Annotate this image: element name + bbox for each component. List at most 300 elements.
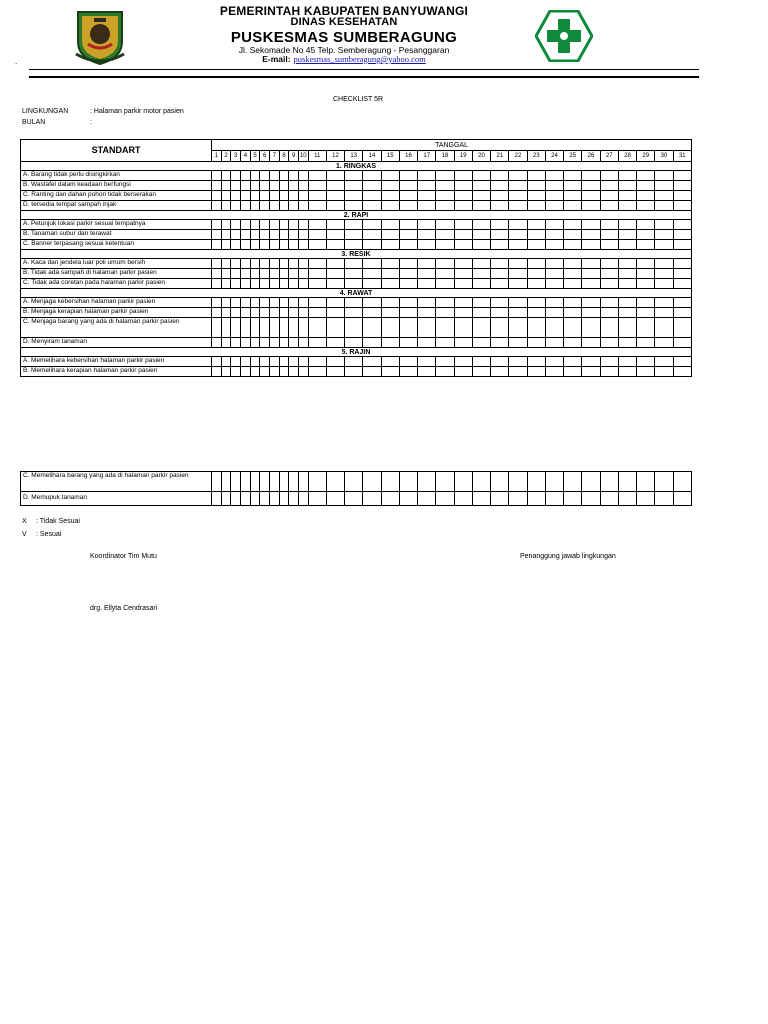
check-cell[interactable] (270, 181, 280, 191)
check-cell[interactable] (655, 318, 673, 338)
check-cell[interactable] (582, 357, 600, 367)
check-cell[interactable] (399, 181, 417, 191)
check-cell[interactable] (270, 298, 280, 308)
check-cell[interactable] (564, 318, 582, 338)
check-cell[interactable] (436, 220, 454, 230)
check-cell[interactable] (418, 191, 436, 201)
check-cell[interactable] (582, 230, 600, 240)
check-cell[interactable] (260, 472, 270, 492)
check-cell[interactable] (270, 492, 280, 506)
check-cell[interactable] (491, 357, 509, 367)
check-cell[interactable] (436, 472, 454, 492)
check-cell[interactable] (673, 357, 691, 367)
check-cell[interactable] (298, 171, 308, 181)
check-cell[interactable] (618, 338, 636, 348)
check-cell[interactable] (270, 269, 280, 279)
check-cell[interactable] (221, 357, 231, 367)
check-cell[interactable] (564, 181, 582, 191)
check-cell[interactable] (270, 240, 280, 250)
check-cell[interactable] (545, 171, 563, 181)
check-cell[interactable] (279, 269, 289, 279)
check-cell[interactable] (289, 298, 299, 308)
check-cell[interactable] (618, 220, 636, 230)
check-cell[interactable] (270, 308, 280, 318)
check-cell[interactable] (326, 220, 344, 230)
check-cell[interactable] (618, 318, 636, 338)
check-cell[interactable] (363, 367, 381, 377)
check-cell[interactable] (279, 318, 289, 338)
check-cell[interactable] (279, 240, 289, 250)
check-cell[interactable] (212, 220, 222, 230)
check-cell[interactable] (509, 298, 527, 308)
check-cell[interactable] (298, 259, 308, 269)
check-cell[interactable] (545, 338, 563, 348)
check-cell[interactable] (270, 318, 280, 338)
check-cell[interactable] (345, 367, 363, 377)
check-cell[interactable] (637, 357, 655, 367)
check-cell[interactable] (250, 201, 260, 211)
check-cell[interactable] (655, 191, 673, 201)
check-cell[interactable] (618, 259, 636, 269)
check-cell[interactable] (527, 240, 545, 250)
check-cell[interactable] (637, 259, 655, 269)
check-cell[interactable] (472, 357, 490, 367)
check-cell[interactable] (600, 357, 618, 367)
check-cell[interactable] (600, 269, 618, 279)
check-cell[interactable] (399, 279, 417, 289)
check-cell[interactable] (564, 367, 582, 377)
check-cell[interactable] (527, 298, 545, 308)
check-cell[interactable] (600, 240, 618, 250)
check-cell[interactable] (381, 230, 399, 240)
check-cell[interactable] (418, 492, 436, 506)
check-cell[interactable] (618, 181, 636, 191)
check-cell[interactable] (381, 298, 399, 308)
check-cell[interactable] (673, 472, 691, 492)
check-cell[interactable] (289, 279, 299, 289)
check-cell[interactable] (472, 181, 490, 191)
check-cell[interactable] (509, 492, 527, 506)
check-cell[interactable] (454, 259, 472, 269)
check-cell[interactable] (491, 220, 509, 230)
check-cell[interactable] (231, 492, 241, 506)
check-cell[interactable] (221, 181, 231, 191)
email-link[interactable]: puskesmas_sumberagung@yahoo.com (293, 54, 426, 64)
check-cell[interactable] (326, 318, 344, 338)
check-cell[interactable] (582, 171, 600, 181)
check-cell[interactable] (250, 367, 260, 377)
check-cell[interactable] (270, 191, 280, 201)
check-cell[interactable] (418, 269, 436, 279)
check-cell[interactable] (212, 472, 222, 492)
check-cell[interactable] (527, 367, 545, 377)
check-cell[interactable] (582, 220, 600, 230)
check-cell[interactable] (454, 318, 472, 338)
check-cell[interactable] (345, 357, 363, 367)
check-cell[interactable] (298, 338, 308, 348)
check-cell[interactable] (250, 318, 260, 338)
check-cell[interactable] (509, 259, 527, 269)
check-cell[interactable] (582, 201, 600, 211)
check-cell[interactable] (545, 259, 563, 269)
check-cell[interactable] (231, 220, 241, 230)
check-cell[interactable] (345, 191, 363, 201)
check-cell[interactable] (241, 308, 251, 318)
check-cell[interactable] (418, 298, 436, 308)
check-cell[interactable] (673, 191, 691, 201)
check-cell[interactable] (250, 240, 260, 250)
check-cell[interactable] (545, 367, 563, 377)
check-cell[interactable] (279, 298, 289, 308)
check-cell[interactable] (241, 338, 251, 348)
check-cell[interactable] (363, 191, 381, 201)
check-cell[interactable] (308, 492, 326, 506)
check-cell[interactable] (545, 181, 563, 191)
check-cell[interactable] (655, 492, 673, 506)
check-cell[interactable] (582, 318, 600, 338)
check-cell[interactable] (345, 269, 363, 279)
check-cell[interactable] (582, 298, 600, 308)
check-cell[interactable] (241, 259, 251, 269)
check-cell[interactable] (637, 472, 655, 492)
check-cell[interactable] (289, 318, 299, 338)
check-cell[interactable] (231, 338, 241, 348)
check-cell[interactable] (582, 308, 600, 318)
check-cell[interactable] (381, 279, 399, 289)
check-cell[interactable] (289, 201, 299, 211)
check-cell[interactable] (241, 191, 251, 201)
check-cell[interactable] (381, 367, 399, 377)
check-cell[interactable] (250, 338, 260, 348)
check-cell[interactable] (399, 220, 417, 230)
check-cell[interactable] (418, 240, 436, 250)
check-cell[interactable] (308, 181, 326, 191)
check-cell[interactable] (289, 492, 299, 506)
check-cell[interactable] (472, 279, 490, 289)
check-cell[interactable] (326, 269, 344, 279)
check-cell[interactable] (212, 308, 222, 318)
check-cell[interactable] (298, 367, 308, 377)
check-cell[interactable] (454, 492, 472, 506)
check-cell[interactable] (221, 191, 231, 201)
check-cell[interactable] (600, 338, 618, 348)
check-cell[interactable] (491, 492, 509, 506)
check-cell[interactable] (472, 472, 490, 492)
check-cell[interactable] (363, 269, 381, 279)
check-cell[interactable] (399, 259, 417, 269)
check-cell[interactable] (289, 171, 299, 181)
check-cell[interactable] (491, 298, 509, 308)
check-cell[interactable] (527, 220, 545, 230)
check-cell[interactable] (418, 201, 436, 211)
check-cell[interactable] (241, 171, 251, 181)
check-cell[interactable] (260, 492, 270, 506)
check-cell[interactable] (472, 367, 490, 377)
check-cell[interactable] (231, 367, 241, 377)
check-cell[interactable] (363, 279, 381, 289)
check-cell[interactable] (454, 269, 472, 279)
check-cell[interactable] (655, 259, 673, 269)
check-cell[interactable] (241, 367, 251, 377)
check-cell[interactable] (418, 259, 436, 269)
check-cell[interactable] (618, 367, 636, 377)
check-cell[interactable] (326, 298, 344, 308)
check-cell[interactable] (454, 171, 472, 181)
check-cell[interactable] (436, 298, 454, 308)
check-cell[interactable] (308, 298, 326, 308)
check-cell[interactable] (673, 492, 691, 506)
check-cell[interactable] (241, 181, 251, 191)
check-cell[interactable] (418, 318, 436, 338)
check-cell[interactable] (509, 201, 527, 211)
check-cell[interactable] (308, 201, 326, 211)
check-cell[interactable] (545, 298, 563, 308)
check-cell[interactable] (241, 357, 251, 367)
check-cell[interactable] (618, 298, 636, 308)
check-cell[interactable] (298, 357, 308, 367)
check-cell[interactable] (289, 308, 299, 318)
check-cell[interactable] (509, 269, 527, 279)
check-cell[interactable] (231, 298, 241, 308)
check-cell[interactable] (454, 181, 472, 191)
check-cell[interactable] (381, 338, 399, 348)
check-cell[interactable] (250, 298, 260, 308)
check-cell[interactable] (637, 279, 655, 289)
check-cell[interactable] (618, 191, 636, 201)
check-cell[interactable] (673, 220, 691, 230)
check-cell[interactable] (363, 492, 381, 506)
check-cell[interactable] (637, 201, 655, 211)
check-cell[interactable] (491, 191, 509, 201)
check-cell[interactable] (472, 318, 490, 338)
check-cell[interactable] (655, 308, 673, 318)
check-cell[interactable] (436, 240, 454, 250)
check-cell[interactable] (231, 472, 241, 492)
check-cell[interactable] (289, 181, 299, 191)
check-cell[interactable] (221, 201, 231, 211)
check-cell[interactable] (618, 201, 636, 211)
check-cell[interactable] (326, 308, 344, 318)
check-cell[interactable] (618, 279, 636, 289)
check-cell[interactable] (564, 201, 582, 211)
check-cell[interactable] (221, 269, 231, 279)
check-cell[interactable] (527, 492, 545, 506)
check-cell[interactable] (582, 240, 600, 250)
check-cell[interactable] (637, 191, 655, 201)
check-cell[interactable] (345, 240, 363, 250)
check-cell[interactable] (491, 269, 509, 279)
check-cell[interactable] (509, 279, 527, 289)
check-cell[interactable] (381, 492, 399, 506)
check-cell[interactable] (436, 201, 454, 211)
check-cell[interactable] (231, 230, 241, 240)
check-cell[interactable] (363, 220, 381, 230)
check-cell[interactable] (472, 201, 490, 211)
check-cell[interactable] (436, 259, 454, 269)
check-cell[interactable] (637, 492, 655, 506)
check-cell[interactable] (241, 240, 251, 250)
check-cell[interactable] (673, 338, 691, 348)
check-cell[interactable] (491, 338, 509, 348)
check-cell[interactable] (436, 357, 454, 367)
check-cell[interactable] (454, 201, 472, 211)
check-cell[interactable] (289, 367, 299, 377)
check-cell[interactable] (582, 259, 600, 269)
check-cell[interactable] (472, 269, 490, 279)
check-cell[interactable] (212, 279, 222, 289)
check-cell[interactable] (491, 181, 509, 191)
check-cell[interactable] (418, 220, 436, 230)
check-cell[interactable] (564, 357, 582, 367)
check-cell[interactable] (564, 171, 582, 181)
check-cell[interactable] (564, 269, 582, 279)
check-cell[interactable] (527, 269, 545, 279)
check-cell[interactable] (399, 492, 417, 506)
check-cell[interactable] (299, 472, 309, 492)
check-cell[interactable] (345, 308, 363, 318)
check-cell[interactable] (279, 279, 289, 289)
check-cell[interactable] (279, 338, 289, 348)
check-cell[interactable] (221, 171, 231, 181)
check-cell[interactable] (527, 357, 545, 367)
check-cell[interactable] (673, 269, 691, 279)
check-cell[interactable] (250, 357, 260, 367)
check-cell[interactable] (454, 279, 472, 289)
check-cell[interactable] (298, 279, 308, 289)
check-cell[interactable] (241, 201, 251, 211)
check-cell[interactable] (399, 201, 417, 211)
check-cell[interactable] (564, 308, 582, 318)
check-cell[interactable] (250, 308, 260, 318)
check-cell[interactable] (231, 181, 241, 191)
check-cell[interactable] (454, 191, 472, 201)
check-cell[interactable] (399, 269, 417, 279)
check-cell[interactable] (231, 201, 241, 211)
check-cell[interactable] (545, 357, 563, 367)
check-cell[interactable] (363, 318, 381, 338)
check-cell[interactable] (381, 357, 399, 367)
check-cell[interactable] (673, 171, 691, 181)
check-cell[interactable] (326, 201, 344, 211)
check-cell[interactable] (582, 492, 600, 506)
check-cell[interactable] (345, 279, 363, 289)
check-cell[interactable] (270, 230, 280, 240)
check-cell[interactable] (637, 318, 655, 338)
check-cell[interactable] (564, 472, 582, 492)
check-cell[interactable] (241, 492, 251, 506)
check-cell[interactable] (381, 472, 399, 492)
check-cell[interactable] (399, 367, 417, 377)
check-cell[interactable] (527, 279, 545, 289)
check-cell[interactable] (637, 367, 655, 377)
check-cell[interactable] (279, 220, 289, 230)
check-cell[interactable] (655, 357, 673, 367)
check-cell[interactable] (527, 259, 545, 269)
check-cell[interactable] (436, 367, 454, 377)
check-cell[interactable] (279, 472, 289, 492)
check-cell[interactable] (221, 472, 231, 492)
check-cell[interactable] (418, 357, 436, 367)
check-cell[interactable] (491, 472, 509, 492)
check-cell[interactable] (673, 230, 691, 240)
check-cell[interactable] (600, 201, 618, 211)
check-cell[interactable] (212, 201, 222, 211)
check-cell[interactable] (491, 230, 509, 240)
check-cell[interactable] (298, 308, 308, 318)
check-cell[interactable] (250, 220, 260, 230)
check-cell[interactable] (260, 298, 270, 308)
check-cell[interactable] (212, 269, 222, 279)
check-cell[interactable] (363, 240, 381, 250)
check-cell[interactable] (289, 269, 299, 279)
check-cell[interactable] (545, 201, 563, 211)
check-cell[interactable] (436, 191, 454, 201)
check-cell[interactable] (241, 279, 251, 289)
check-cell[interactable] (618, 357, 636, 367)
check-cell[interactable] (326, 367, 344, 377)
check-cell[interactable] (279, 492, 289, 506)
check-cell[interactable] (279, 230, 289, 240)
check-cell[interactable] (637, 171, 655, 181)
check-cell[interactable] (637, 240, 655, 250)
check-cell[interactable] (212, 357, 222, 367)
check-cell[interactable] (363, 338, 381, 348)
check-cell[interactable] (212, 318, 222, 338)
check-cell[interactable] (418, 308, 436, 318)
check-cell[interactable] (509, 367, 527, 377)
check-cell[interactable] (509, 171, 527, 181)
check-cell[interactable] (399, 240, 417, 250)
check-cell[interactable] (491, 259, 509, 269)
check-cell[interactable] (289, 240, 299, 250)
check-cell[interactable] (418, 181, 436, 191)
check-cell[interactable] (509, 472, 527, 492)
check-cell[interactable] (345, 220, 363, 230)
check-cell[interactable] (472, 171, 490, 181)
check-cell[interactable] (270, 367, 280, 377)
check-cell[interactable] (298, 318, 308, 338)
check-cell[interactable] (655, 298, 673, 308)
check-cell[interactable] (260, 181, 270, 191)
check-cell[interactable] (655, 171, 673, 181)
check-cell[interactable] (326, 181, 344, 191)
check-cell[interactable] (454, 308, 472, 318)
check-cell[interactable] (673, 201, 691, 211)
check-cell[interactable] (221, 230, 231, 240)
check-cell[interactable] (308, 191, 326, 201)
check-cell[interactable] (212, 240, 222, 250)
check-cell[interactable] (472, 308, 490, 318)
check-cell[interactable] (260, 171, 270, 181)
check-cell[interactable] (527, 318, 545, 338)
check-cell[interactable] (637, 181, 655, 191)
check-cell[interactable] (308, 230, 326, 240)
check-cell[interactable] (381, 308, 399, 318)
check-cell[interactable] (260, 240, 270, 250)
check-cell[interactable] (381, 201, 399, 211)
check-cell[interactable] (600, 367, 618, 377)
check-cell[interactable] (326, 230, 344, 240)
check-cell[interactable] (564, 338, 582, 348)
check-cell[interactable] (250, 472, 260, 492)
check-cell[interactable] (436, 181, 454, 191)
check-cell[interactable] (212, 492, 222, 506)
check-cell[interactable] (260, 367, 270, 377)
check-cell[interactable] (527, 181, 545, 191)
check-cell[interactable] (564, 259, 582, 269)
check-cell[interactable] (363, 259, 381, 269)
check-cell[interactable] (241, 298, 251, 308)
